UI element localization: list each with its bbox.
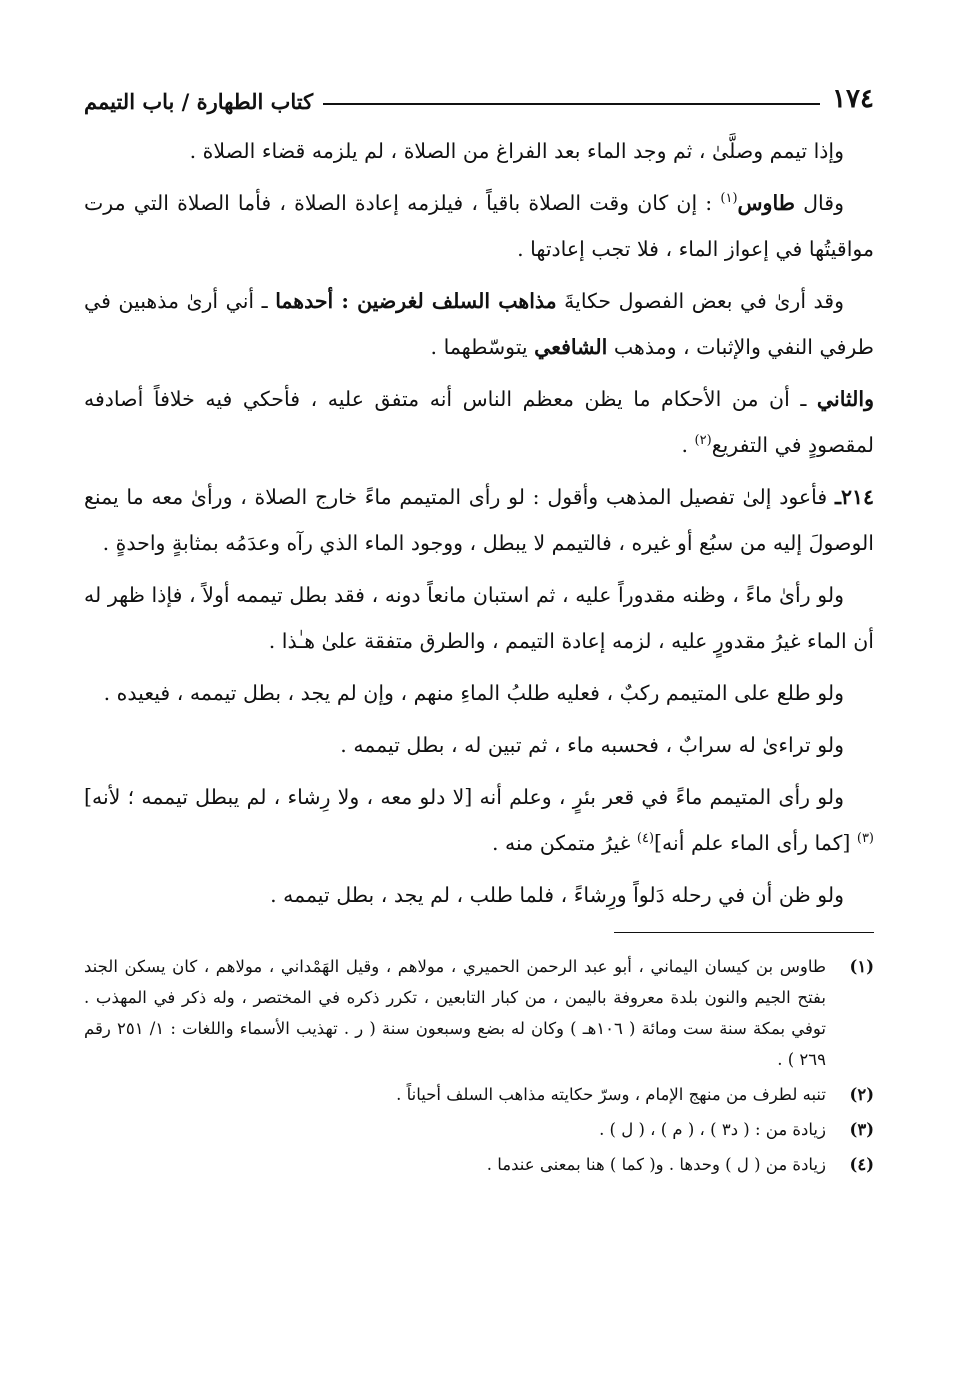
bold-name: طاوس [737, 191, 796, 215]
footnote-ref[interactable]: (٣) [856, 831, 874, 847]
paragraph: وقد أرىٰ في بعض الفصول حكايةَ مذاهب السلف لغرضين : أحدهما ـ أني أرىٰ مذهبين في طرفي النفي والإثبات ، ومذهب الشافعي يتوسّطهما . [84, 289, 874, 359]
footnote-ref[interactable]: (١) [720, 191, 738, 207]
paragraph: والثاني ـ أن من الأحكام ما يظن معظم الناس أنه متفق عليه ، فأحكي فيه خلافاً أصادفه لمقصودٍ في التفريع$^{(٢)}$ . [84, 387, 874, 457]
main-text [84, 128, 874, 918]
page-header [84, 70, 874, 114]
paragraph: ولو ظن أن في رحله دَلواً ورِشاءً ، فلما طلب ، لم يجد ، بطل تيممه . [270, 883, 844, 907]
footnote-text: تنبه لطرف من منهج الإمام ، وسرّ حكايته مذاهب السلف أحياناً . [396, 1085, 826, 1104]
section-number: ٢١٤ـ [834, 485, 874, 509]
paragraph: ولو رأى المتيمم ماءً في قعر بئرٍ ، وعلم أنه [لا دلو معه ، ولا رِشاء ، لم يبطل تيممه ؛ لأنه]$^{(٣)}$ [كما رأى الماء علم أنه]$^{(٤)}$ غيرُ متمكن منه . [84, 785, 874, 855]
footnote-ref[interactable]: (٢) [694, 433, 712, 449]
footnote-ref[interactable]: (٤) [636, 831, 655, 847]
section-paragraph: ٢١٤ـ فأعود إلىٰ تفصيل المذهب وأقول : لو رأى المتيمم ماءً خارج الصلاة ، ورأىٰ معه ما يمنع الوصولَ إليه من سبُع أو غيره ، فالتيمم لا يبطل ، ووجود الماء الذي رآه وعدَمُه بمثابةٍ واحدةٍ . [84, 485, 874, 555]
header-rule [323, 103, 820, 105]
paragraph: وقال طاوس$^{(١)}$ : إن كان وقت الصلاة باقياً ، فيلزمه إعادة الصلاة ، فأما الصلاة التي مرت مواقيتُها في إعواز الماء ، فلا تجب إعادتها . [84, 191, 874, 261]
footnote [84, 1114, 874, 1145]
footnote [84, 951, 874, 1075]
paragraph: ولو طلع على المتيمم ركبٌ ، فعليه طلبُ الماءِ منهم ، وإن لم يجد ، بطل تيممه ، فيعيده . [103, 681, 844, 705]
footnote-number: (٣) [849, 1120, 874, 1139]
bold-phrase: مذاهب السلف لغرضين : أحدهما [275, 289, 557, 313]
footnote-number: (٤) [849, 1155, 874, 1174]
paragraph: ولو رأىٰ ماءً ، وظنه مقدوراً عليه ، ثم استبان مانعاً دونه ، فقد بطل تيممه أولاً ، فإذا ظهر له أن الماء غيرُ مقدورٍ عليه ، لزمه إعادة التيمم ، والطرق متفقة علىٰ هـٰذا . [84, 583, 874, 653]
footnote-number: (٢) [849, 1085, 874, 1104]
footnote [84, 1079, 874, 1110]
bold-phrase: والثاني [816, 387, 874, 411]
footnotes [84, 951, 874, 1180]
page-number: ١٧٤ [832, 84, 874, 114]
book-page [84, 70, 874, 1184]
footnote-text: طاوس بن كيسان اليماني ، أبو عبد الرحمن الحميري ، مولاهم ، وقيل الهَمْداني ، مولاهم ، كان يسكن الجند بفتح الجيم والنون بلدة معروفة باليمن ، من كبار التابعين ، تكرر ذكره في المختصر ، وله ذكر في المهذب . توفي بمكة سنة ست ومائة ( ١٠٦هـ ) وكان له بضع وسبعون سنة ( ر . تهذيب الأسماء واللغات : ١/ ٢٥١ رقم ٢٦٩ ) . [84, 957, 826, 1069]
running-title: كتاب الطهارة / باب التيمم [84, 89, 314, 114]
paragraph: وإذا تيمم وصلَّىٰ ، ثم وجد الماء بعد الفراغ من الصلاة ، لم يلزمه قضاء الصلاة . [189, 139, 844, 163]
footnote [84, 1149, 874, 1180]
paragraph: ولو تراءىٰ له سرابٌ ، فحسبه ماء ، ثم تبين له ، بطل تيممه . [340, 733, 844, 757]
footnote-number: (١) [849, 957, 874, 976]
footnote-rule [614, 932, 874, 933]
footnote-text: زيادة من ( ل ) وحدها . و( كما ) هنا بمعنى عندما . [486, 1155, 826, 1174]
footnote-text: زيادة من : ( د٣ ) ، ( م ) ، ( ل ) . [599, 1120, 826, 1139]
bold-name: الشافعي [534, 335, 608, 359]
